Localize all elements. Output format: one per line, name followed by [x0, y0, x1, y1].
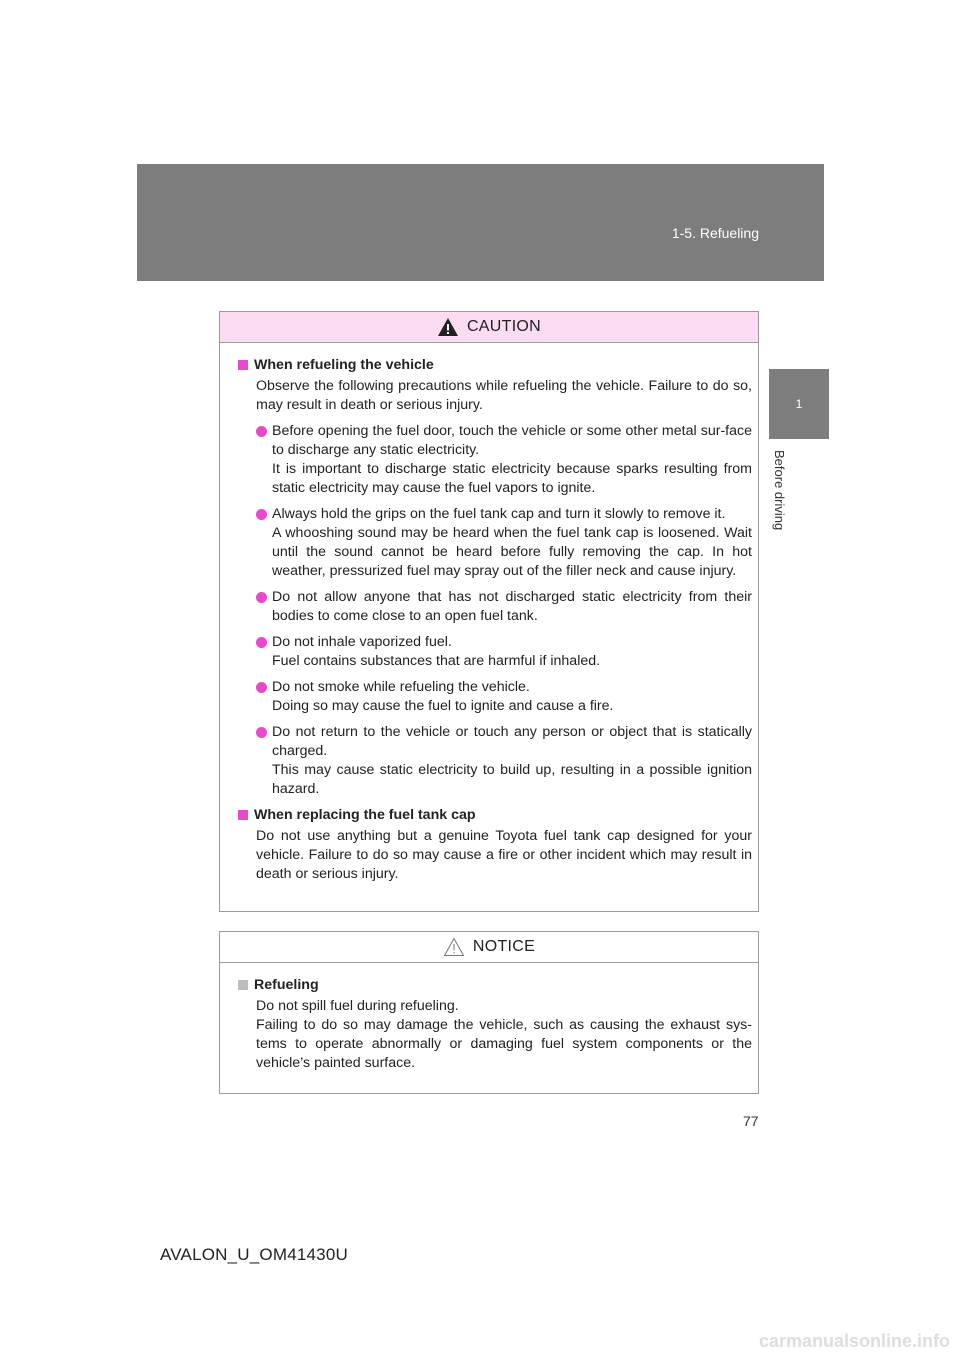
- page-number: 77: [743, 1113, 759, 1129]
- list-item: [256, 505, 752, 581]
- bullet-dot-icon: [256, 682, 267, 693]
- bullet-line: Always hold the grips on the fuel tank cap and turn it slowly to remove it.: [272, 506, 726, 522]
- bullet-line: Do not return to the vehicle or touch any person or object that is statically charged.: [272, 724, 752, 759]
- heading-text: When replacing the fuel tank cap: [254, 807, 476, 823]
- intro-paragraph: Observe the following precautions while refueling the vehicle. Failure to do so, may result in death or serious injury.: [256, 378, 752, 413]
- bullet-dot-icon: [256, 637, 267, 648]
- bullet-line: Do not smoke while refueling the vehicle.: [272, 679, 530, 695]
- square-bullet-icon: [238, 810, 248, 820]
- chapter-title: Before driving: [772, 450, 787, 531]
- chapter-tab: [769, 369, 829, 439]
- section-title: 1-5. Refueling: [671, 225, 759, 241]
- caution-header: [220, 312, 758, 343]
- caution-box: [219, 311, 759, 912]
- notice-body: [220, 963, 758, 1073]
- bullet-dot-icon: [256, 727, 267, 738]
- section-heading: [238, 806, 752, 825]
- bullet-line: Do not inhale vaporized fuel.: [272, 634, 452, 650]
- bullet-line: Fuel contains substances that are harmful if inhaled.: [272, 653, 601, 669]
- list-item: [256, 422, 752, 498]
- bullet-line: A whooshing sound may be heard when the fuel tank cap is loosened. Wait until the sound cannot be heard before fully removing the cap. In hot weather, pressurized fuel may spray out of the filler neck and cause injury.: [272, 525, 752, 579]
- notice-line: Failing to do so may damage the vehicle, such as causing the exhaust sys-tems to operate abnormally or damaging fuel system components or the vehicle’s painted surface.: [256, 1017, 752, 1071]
- bullet-line: Do not allow anyone that has not discharged static electricity from their bodies to come close to an open fuel tank.: [272, 589, 752, 624]
- list-item: [256, 678, 752, 716]
- square-bullet-icon: [238, 980, 248, 990]
- caution-title: CAUTION: [466, 318, 542, 335]
- warning-outline-icon: [443, 937, 465, 957]
- header-band: [137, 164, 824, 281]
- watermark: carmanualsonline.info: [758, 1331, 950, 1351]
- bullet-line: This may cause static electricity to build up, resulting in a possible ignition hazard.: [272, 762, 752, 797]
- section-heading: [238, 976, 752, 995]
- list-item: [256, 588, 752, 626]
- document-code: AVALON_U_OM41430U: [160, 1245, 348, 1264]
- warning-icon: [437, 317, 459, 337]
- bullet-dot-icon: [256, 592, 267, 603]
- square-bullet-icon: [238, 360, 248, 370]
- list-item: [256, 633, 752, 671]
- bullet-line: Before opening the fuel door, touch the vehicle or some other metal sur-face to discharge any static electricity.: [272, 423, 752, 458]
- notice-line: Do not spill fuel during refueling.: [256, 998, 459, 1014]
- list-item: [256, 723, 752, 799]
- chapter-number: 1: [795, 397, 803, 411]
- bullet-line: Doing so may cause the fuel to ignite and cause a fire.: [272, 698, 614, 714]
- bullet-dot-icon: [256, 509, 267, 520]
- chapter-title-vertical: [772, 450, 811, 560]
- notice-header: [220, 932, 758, 963]
- notice-box: [219, 931, 759, 1094]
- heading-text: Refueling: [254, 977, 319, 993]
- caution-body: [220, 343, 758, 884]
- notice-title: NOTICE: [472, 938, 536, 955]
- heading-text: When refueling the vehicle: [254, 357, 434, 373]
- bullet-dot-icon: [256, 426, 267, 437]
- intro-paragraph: Do not use anything but a genuine Toyota fuel tank cap designed for your vehicle. Failure to do so may cause a fire or other incident which may result in death or serious injury.: [256, 828, 752, 882]
- bullet-line: It is important to discharge static electricity because sparks resulting from static electricity may cause the fuel vapors to ignite.: [272, 461, 752, 496]
- section-heading: [238, 356, 752, 375]
